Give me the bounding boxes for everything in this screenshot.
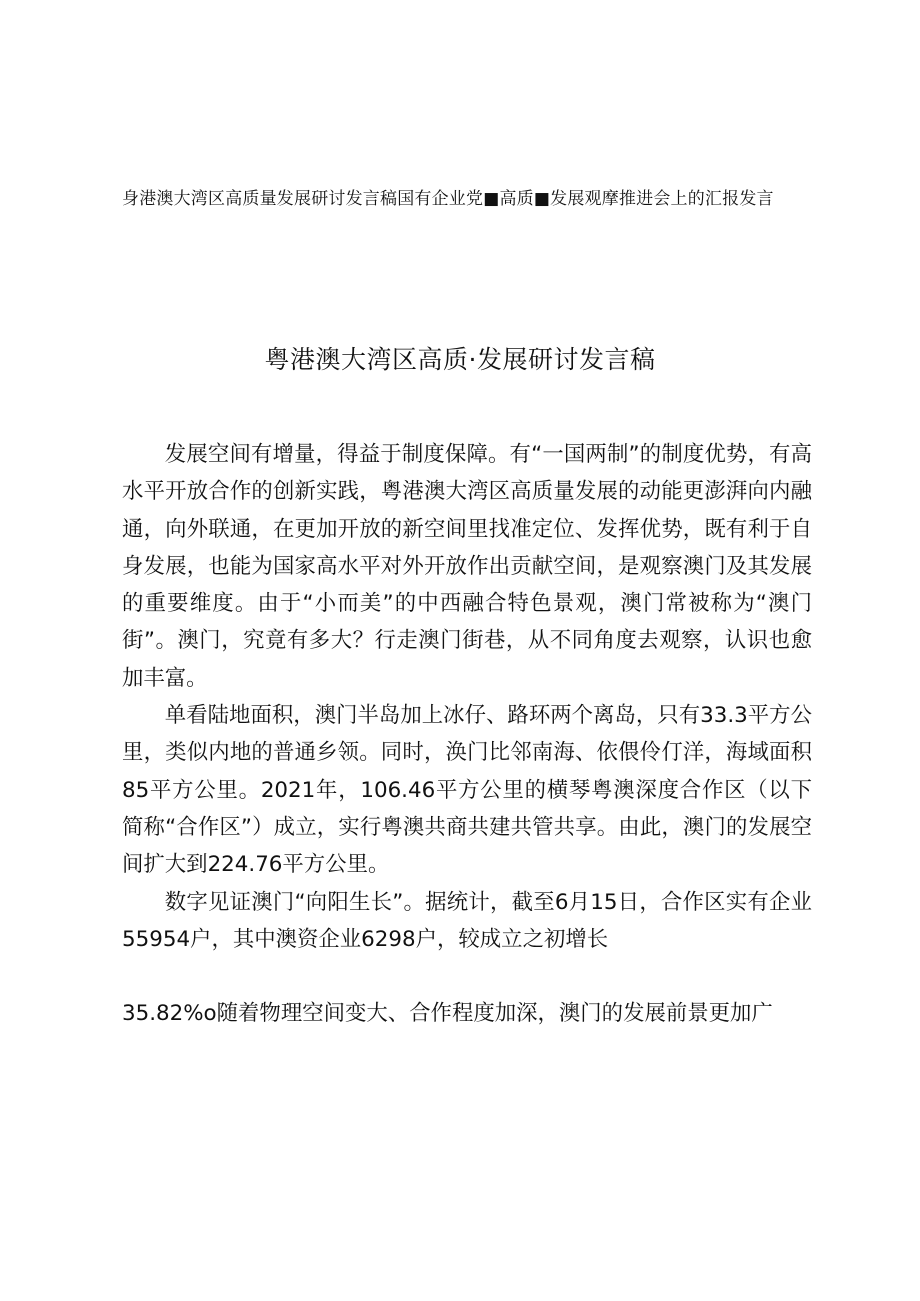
document-title: 粤港澳大湾区高质·发展研讨发言稿 <box>264 345 656 374</box>
document-body <box>122 436 812 1032</box>
paragraph: 发展空间有增量，得益于制度保障。有“一国两制”的制度优势，有高水平开放合作的创新实践，粤港澳大湾区高质量发展的动能更澎湃向内融通，向外联通，在更加开放的新空间里找准定位、发挥优势，既有利于自身发展，也能为国家高水平对外开放作出贡献空间，是观察澳门及其发展的重要维度。由于“小而美”的中西融合特色景观，澳门常被称为“澳门街”。澳门，究竟有多大？行走澳门街巷，从不同角度去观察，认识也愈加丰富。 <box>122 442 812 691</box>
paragraph-continuation: 35.82%o随着物理空间变大、合作程度加深，澳门的发展前景更加广 <box>122 1001 773 1027</box>
document-header: 身港澳大湾区高质量发展研讨发言稿国有企业党■高质■发展观摩推进会上的汇报发言 <box>122 189 774 209</box>
paragraph: 单看陆地面积，澳门半岛加上冰仔、路环两个离岛，只有33.3平方公里，类似内地的普通乡领。同时，涣门比邻南海、依偎伶仃洋，海域面积85平方公里。2021年，106.46平方公里的横琴粤澳深度合作区（以下简称“合作区”）成立，实行粤澳共商共建共管共享。由此，澳门的发展空间扩大到224.76平方公里。 <box>122 703 812 878</box>
paragraph: 数字见证澳门“向阳生长”。据统计，截至6月15日，合作区实有企业55954户，其中澳资企业6298户，较成立之初增长 <box>122 889 812 952</box>
